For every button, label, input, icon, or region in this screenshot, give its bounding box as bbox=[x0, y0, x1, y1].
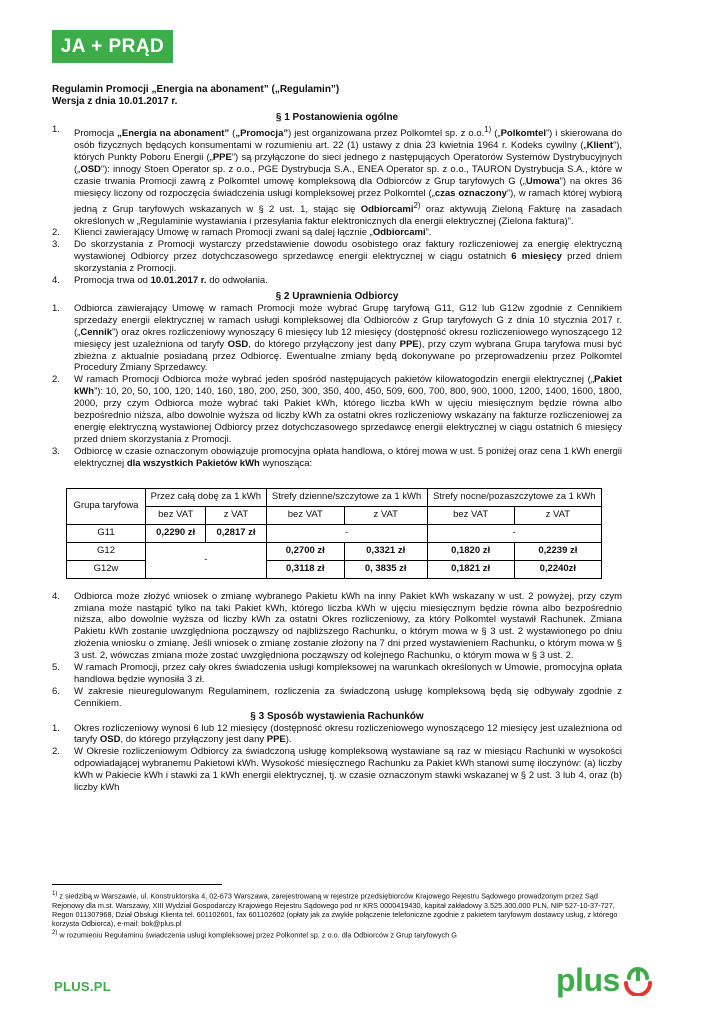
header-net: bez VAT bbox=[427, 506, 514, 524]
table-row: G12w 0,3118 zł 0, 3835 zł 0,1821 zł 0,2240zł bbox=[67, 560, 602, 578]
header-gross: z VAT bbox=[206, 506, 266, 524]
header-group: Grupa taryfowa bbox=[67, 488, 146, 524]
plus-sun-icon bbox=[623, 966, 653, 996]
s2-item-5: 5. W ramach Promocji, przez cały okres świadczenia usługi kompleksowej na warunkach określonych w Umowie, promocyjna opłata handlowa będzie wynosiła 3 zł. bbox=[52, 662, 622, 685]
s2-item-2: 2. W ramach Promocji Odbiorca może wybrać jeden spośród następujących pakietów kilowatogodzin energii elektrycznej („Pakiet kWh”): 10, 20, 50, 100, 120, 140, 160, 180, 200, 250, 300, 350, 400, 450, 509, 600, 700, 800, 900, 1000, 1200, 1400, 1600, 1800, 2000, przy czym Odbiorca może wybrać taki Pakiet kWh, którego liczba kWh w ujęciu miesięcznym będzie równa albo bezpośrednio niższa, albo dowolnie wyższa od liczby kWh za ostatni okres rozliczeniowy wskazany na fakturze rozliczeniowej za energię elektryczną wystawionej Odbiorcy przez dotychczasowego sprzedawcę energii elektrycznej w ciągu ostatnich 6 miesięcy przed dniem skorzystania z Promocji. bbox=[52, 374, 622, 445]
document-version: Wersja z dnia 10.01.2017 r. bbox=[52, 96, 178, 107]
header-gross: z VAT bbox=[344, 506, 427, 524]
s2-item-1: 1. Odbiorca zawierający Umowę w ramach Promocji może wybrać Grupę taryfową G11, G12 lub G12w zgodnie z Cennikiem sprzedaży energii elektrycznej w ramach usługi kompleksowej dla Odbiorców z Grup taryfowych G z dnia 10 stycznia 2017 r. („Cennik”) oraz okres rozliczeniowy wynoszący 6 miesięcy lub 12 miesięcy (dostępność okresu rozliczeniowego wynoszącego 12 miesięcy jest uzależniona od taryfy OSD, do którego przyłączony jest dany PPE), przy czym wybrana Grupa taryfowa musi być zbieżna z aktualnie posiadaną przez Odbiorcę. Ewentualne zmiany będą dokonywane po przeprowadzeniu przez Polkomtel Procedury Zmiany Sprzedawcy. bbox=[52, 302, 623, 374]
section-1-title: § 1 Postanowienia ogólne bbox=[275, 112, 399, 123]
table-row: G12 - 0,2700 zł 0,3321 zł 0,1820 zł 0,2239 zł bbox=[67, 542, 602, 560]
s1-item-1: 1. Promocja „Energia na abonament” („Promocja”) jest organizowana przez Polkomtel sp. z o.o.$^{1)}$ („Polkomtel”) i skierowana do osób fizycznych będących konsumentami w rozumieniu art. 22 (1) ustawy z dnia 23 kwietnia 1964 r. Kodeks cywilny („Klient”), których Punkty Poboru Energii („PPE”) są przyłączone do sieci jednego z następujących Operatorów Systemów Dystrybucyjnych („OSD”): innogy Stoen Operator sp. z o.o., PGE Dystrybucja S.A., ENEA Operator sp. z o.o., TAURON Dystrybucja S.A., które w czasie trwania Promocji zawrą z Polkomtel umowę kompleksową dla Odbiorców z Grup taryfowych G („Umowa”) na okres 36 miesięcy liczony od rozpoczęcia świadczenia usługi kompleksowej przez Polkomtel („czas oznaczony”), w ramach której wybiorą jedną z Grup taryfowych wskazanych w § 2 ust. 1, stając się Odbiorcami$^{2)}$ oraz aktywują Zieloną Fakturę na zasadach określonych w „Regulaminie wystawiania i przesyłania faktur elektronicznych dla energii elektrycznej (Zielona faktura)”. bbox=[52, 123, 622, 227]
document-title: Regulamin Promocji „Energia na abonament” („Regulamin”) bbox=[52, 84, 340, 95]
s3-item-2: 2. W Okresie rozliczeniowym Odbiorcy za świadczoną usługę kompleksową wystawiane są raz w miesiącu Rachunki w wysokości odpowiadającej wybranemu Pakietowi kWh. Wysokość miesięcznego Rachunku za Pakiet kWh stanowi sumę iloczynów: (a) liczby kWh w Pakiecie kWh i stawki za 1 kWh energii elektrycznej, tj. w czasie oznaczonym stawki wskazanej w § 2 ust. 3 lub 4, oraz (b) liczby kWh bbox=[52, 746, 622, 794]
header-gross: z VAT bbox=[514, 506, 601, 524]
s1-item-2: 2. Klienci zawierający Umowę w ramach Promocji zwani są dalej łącznie „Odbiorcami”. bbox=[52, 227, 432, 239]
footnote-1: $^{1)}$ z siedzibą w Warszawie, ul. Konstruktorska 4, 02-673 Warszawa, zarejestrowaną w rejestrze przedsiębiorców Krajowego Rejestru Sądowego prowadzonym przez Sąd Rejonowy dla m.st. Warszawy, XIII Wydział Gospodarczy Krajowego Rejestru Sądowego pod nr KRS 0000419430, kapitał zakładowy 3.525.300.000 PLN, NIP 527-10-37-727, Regon 011307968, Dział Obsługi Klienta tel. 601102601, fax 601102602 (opłaty jak za zwykłe połączenie telefoniczne zgodnie z pakietem taryfowym dostawcy usług, z którego korzysta Odbiorca), e-mail: bok@plus.pl bbox=[52, 890, 618, 929]
footnote-2: $^{2)}$ w rozumieniu Regulaminu świadczenia usługi kompleksowej przez Polkomtel sp. z o.o. dla Odbiorców z Grup taryfowych G bbox=[52, 929, 457, 940]
header-offpeak: Strefy nocne/pozaszczytowe za 1 kWh bbox=[427, 488, 601, 506]
section-2-title: § 2 Uprawnienia Odbiorcy bbox=[275, 291, 399, 302]
section-3-title: § 3 Sposób wystawienia Rachunków bbox=[250, 710, 424, 722]
header-net: bez VAT bbox=[146, 506, 206, 524]
price-table bbox=[66, 488, 602, 579]
ja-plus-prad-logo: JA + PRĄD bbox=[52, 30, 173, 63]
plus-brand-logo: plus bbox=[556, 962, 653, 999]
plus-pl-link[interactable]: PLUS.PL bbox=[54, 979, 111, 994]
s2-item-3: 3. Odbiorcę w czasie oznaczonym obowiązuje promocyjna opłata handlowa, o której mowa w ust. 5 poniżej oraz cena 1 kWh energii elektrycznej dla wszystkich Pakietów kWh wynosząca: bbox=[52, 445, 622, 469]
header-peak: Strefy dzienne/szczytowe za 1 kWh bbox=[266, 488, 427, 506]
s3-item-1: 1. Okres rozliczeniowy wynosi 6 lub 12 miesięcy (dostępność okresu rozliczeniowego wynoszącego 12 miesięcy jest uzależniona od taryfy OSD, do którego przyłączony jest dany PPE). bbox=[52, 722, 622, 746]
footnotes bbox=[52, 884, 622, 940]
header-all-day: Przez całą dobę za 1 kWh bbox=[146, 488, 267, 506]
regulation-document bbox=[52, 84, 622, 794]
table-row: G11 0,2290 zł 0,2817 zł - - bbox=[67, 524, 602, 542]
s1-item-4: 4. Promocja trwa od 10.01.2017 r. do odwołania. bbox=[52, 275, 268, 287]
header-net: bez VAT bbox=[266, 506, 344, 524]
s1-item-3: 3. Do skorzystania z Promocji wystarczy przedstawienie dowodu osobistego oraz faktury rozliczeniowej za energię elektryczną wystawionej Odbiorcy przez dotychczasowego sprzedawcę energii elektrycznej w ciągu ostatnich 6 miesięcy przed dniem skorzystania z Promocji. bbox=[52, 239, 622, 275]
footnote-divider bbox=[52, 884, 222, 885]
s2-item-6: 6. W zakresie nieuregulowanym Regulaminem, rozliczenia za świadczoną usługę kompleksową będą się odbywały zgodnie z Cennikiem. bbox=[52, 685, 622, 709]
s2-item-4: 4. Odbiorca może złożyć wniosek o zmianę wybranego Pakietu kWh na inny Pakiet kWh wskazany w ust. 2 powyżej, przy czym zmiana może nastąpić tylko na taki Pakiet kWh, którego liczba kWh w ujęciu miesięcznym będzie równa albo bezpośrednio niższa, albo dowolnie wyższa od liczby kWh za ostatni Okres rozliczeniowy, za który Polkomtel wystawił Rachunek. Zmiana Pakietu kWh zostanie uwzględniona począwszy od najbliższego Rachunku, o którym mowa w § 3 ust. 2 wystawionego po dniu złożenia wniosku o zmianę. Jeśli wniosek o zmianę zostanie złożony na 7 dni przed wystawieniem Rachunku, o którym mowa w § 3 ust. 2, wówczas zmiana może zostać uwzględniona począwszy od kolejnego Rachunku, o którym mowa w § 3 ust. 2. bbox=[52, 590, 622, 662]
